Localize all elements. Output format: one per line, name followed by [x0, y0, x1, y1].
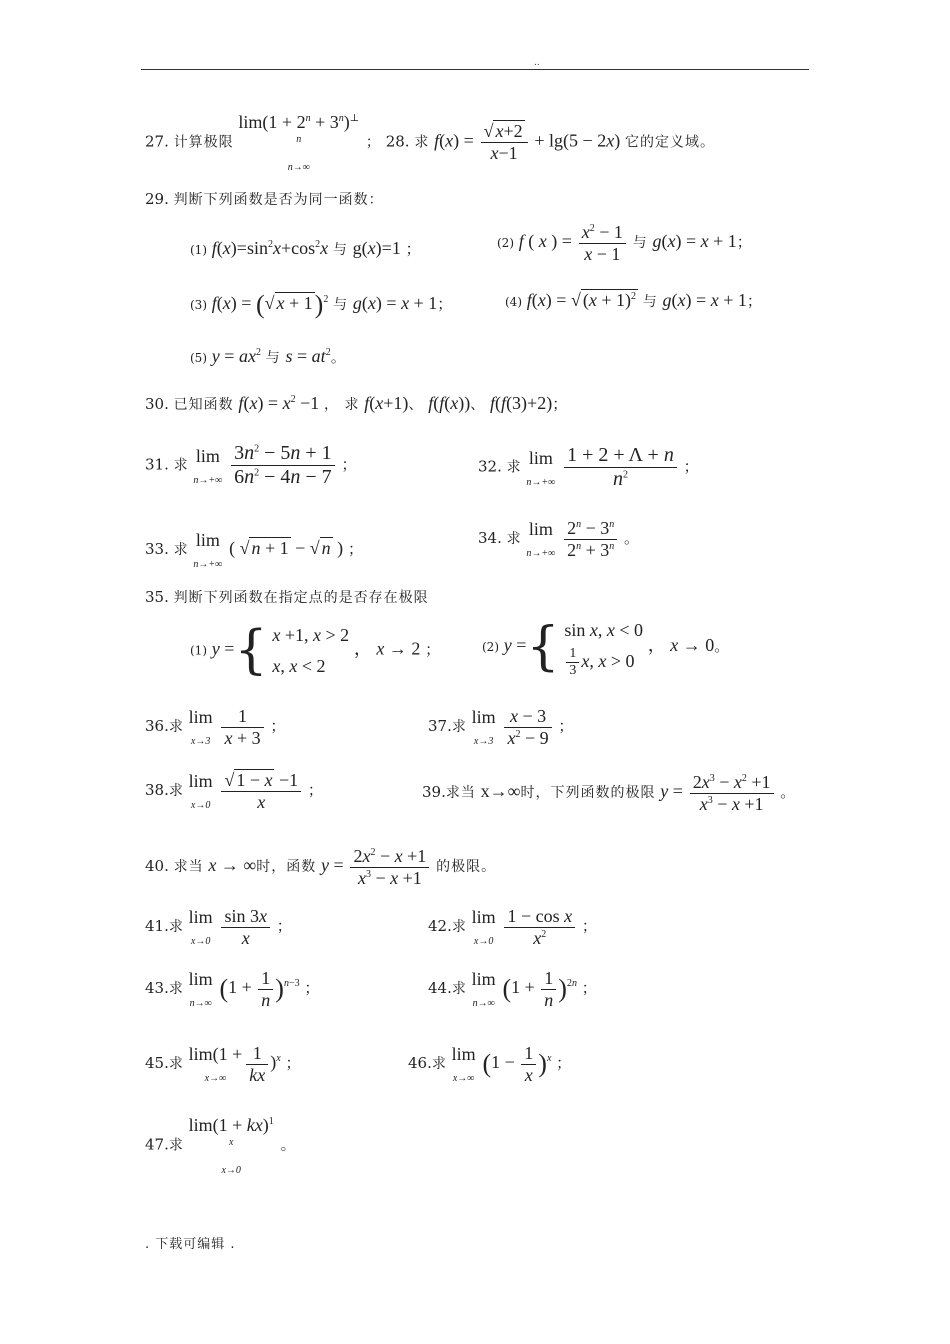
- problem-41: 41.求 lim x→0 $\frac{\sin 3x}{x}$ ；: [145, 906, 292, 948]
- problem-30: 30. 已知函数 $f(x) = x^2 -1$ ， 求 f(x+1)、 f(f(x))、 f(f(3)+2)；: [145, 393, 568, 413]
- problem-40: 40. 求当 x → ∞时，函数 y = $\frac{2x^2 - x +1}{x^3 - x +1}$ 的极限。: [145, 846, 497, 888]
- problem-46: 46.求 lim x→∞ (1 − $\frac{1}{x}$ )$^x$ ；: [408, 1043, 572, 1085]
- problem-32: 32. 求 lim n→+∞ $\frac{1 + 2 + \Lambda + n}{n^2}$ ；: [478, 444, 699, 490]
- problem-33: 33. 求 lim n→+∞ ( √ n + 1 − √ n ) ；: [145, 530, 363, 570]
- problem-29-item-1: (1) $f(x)=\sin^2x+\cos^2x$ 与 g(x)=1 ；: [190, 238, 421, 258]
- problem-31: 31. 求 lim n→+∞ $\frac{3n^2 - 5n + 1}{6n^2 - 4n - 7}$ ；: [145, 442, 357, 488]
- problem-34: 34. 求 lim n→+∞ $\frac{2^n - 3^n}{2^n + 3^n}$ 。: [478, 518, 640, 560]
- problem-44: 44.求 lim n→∞ (1 + $\frac{1}{n}$ )$^{2n}$ ；: [428, 968, 597, 1010]
- problem-47: 47.求 lim(1 + kx)$^{1 x}$ x→0 。: [145, 1115, 296, 1176]
- header-dots: ..: [534, 58, 540, 68]
- problem-29-item-4: (4) f(x) = √ $(x + 1)^2$ 与 g(x) = x + 1；: [505, 290, 762, 310]
- problem-42: 42.求 lim x→0 $\frac{\text{1 − cos x}}{x^2}$ ；: [428, 906, 597, 948]
- problem-29-item-3: (3) f(x) = (√ x + 1)$^2$ 与 g(x) = x + 1；: [190, 290, 453, 319]
- problem-39: 39.求当 x→∞时，下列函数的极限 y = $\frac{2x^3 - x^2 +1}{x^3 - x +1}$ 。: [422, 772, 796, 814]
- header-rule: [141, 69, 809, 70]
- problem-27: 27. 计算极限 $\lim(1 + 2^n + 3^n)^{\perp n}$ n→∞ ； 28. 求 f(x) = $\frac{√ x+2}{x-1}$ + lg(5 − 2x) 它的定义域。: [145, 112, 715, 173]
- problem-38: 38.求 lim x→0 $\frac{√ 1 - x -1}{x}$ ；: [145, 770, 323, 812]
- problem-29-item-5: (5) $y = ax^2$ 与 $s = at^2$。: [190, 346, 346, 366]
- problem-35-item-2: (2) y ={ sin x, x < 0 $\frac{1}{3}$ x, x > 0 ， x → 0。: [482, 617, 730, 678]
- problem-43: 43.求 lim n→∞ (1 + $\frac{1}{n}$ )$^{n-3}$ ；: [145, 968, 320, 1010]
- problem-35-item-1: (1) y ={ x +1, x > 2 x, x < 2 ， x → 2 ；: [190, 620, 441, 681]
- problem-35: 35. 判断下列函数在指定点的是否存在极限: [145, 588, 429, 606]
- footer-text: . 下载可编辑 .: [145, 1237, 236, 1252]
- problem-37: 37.求 lim x→3 $\frac{x - 3}{x^2 - 9}$ ；: [428, 706, 574, 748]
- problem-29: 29. 判断下列函数是否为同一函数：: [145, 190, 384, 208]
- problem-36: 36.求 lim x→3 $\frac{1}{x + 3}$ ；: [145, 706, 286, 748]
- problem-29-item-2: (2) f ( x ) = $\frac{x^2 - 1}{x - 1}$ 与 g(x) = x + 1；: [497, 222, 752, 264]
- problem-45: 45.求 lim(1 + x→∞ $\frac{1}{kx}$ )$^x$ ；: [145, 1043, 301, 1085]
